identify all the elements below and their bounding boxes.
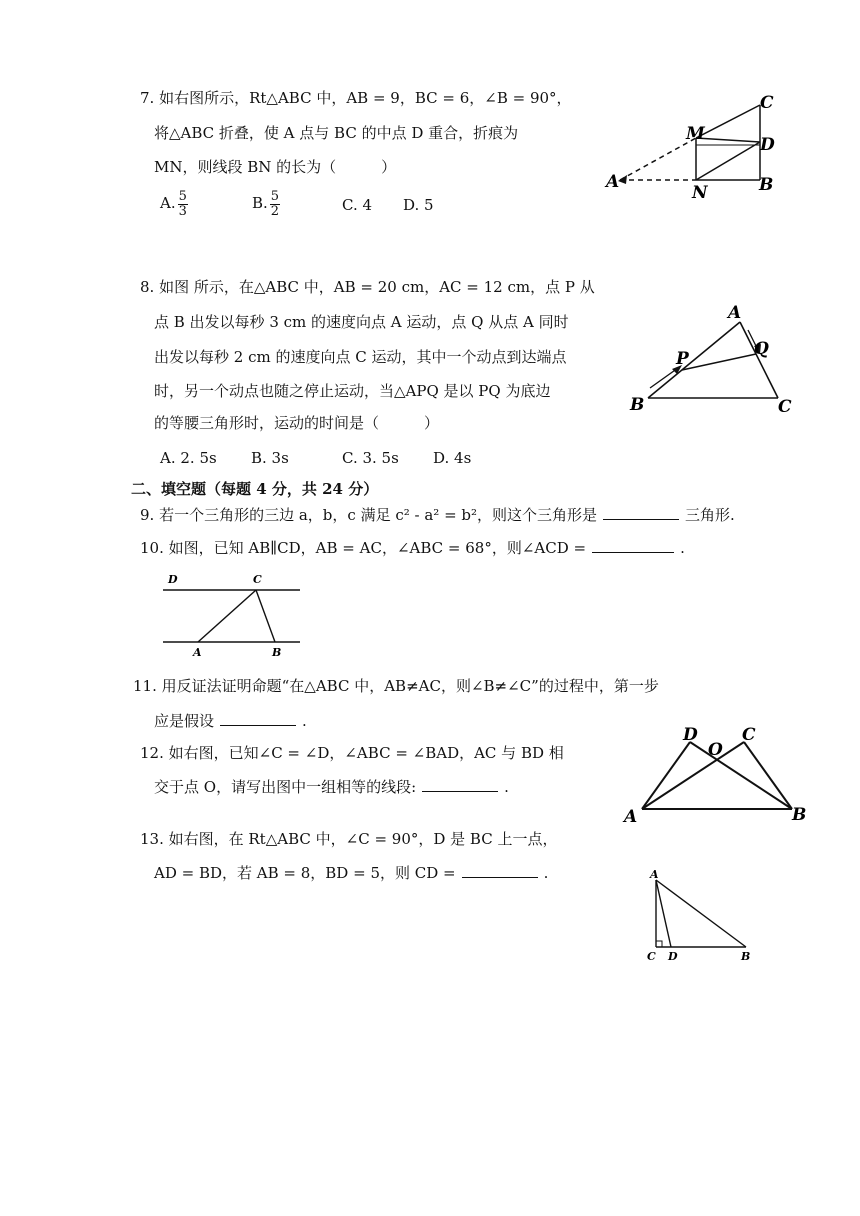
q8-line2: 点 B 出发以每秒 3 cm 的速度向点 A 运动，点 Q 从点 A 同时 <box>154 313 569 331</box>
q7-option-a[interactable]: A. $\frac{5}{3}$ <box>160 189 187 219</box>
q11-answer-blank[interactable] <box>220 713 296 726</box>
q12-label-b: B <box>792 805 807 825</box>
q7-option-d[interactable]: D. 5 <box>403 196 434 214</box>
q10-label-d: D <box>168 573 178 586</box>
q8-label-a: A <box>728 303 742 323</box>
q13-line2: AD = BD，若 AB = 8，BD = 5，则 CD = . <box>154 864 549 882</box>
q7-label-c: C <box>760 93 774 113</box>
q10-label-b: B <box>272 646 282 659</box>
q8-label-c: C <box>778 397 792 417</box>
q8-line1: 8. 如图 所示，在△ABC 中，AB = 20 cm，AC = 12 cm，点 P 从 <box>140 278 595 296</box>
q13-label-b: B <box>741 950 751 963</box>
q12-answer-blank[interactable] <box>422 779 498 792</box>
q7-line1: 7. 如右图所示，Rt△ABC 中，AB = 9，BC = 6，∠B = 90°， <box>140 89 572 107</box>
q8-line4: 时，另一个动点也随之停止运动，当△APQ 是以 PQ 为底边 <box>154 382 551 400</box>
q12-label-d: D <box>683 725 698 745</box>
q13-line1: 13. 如右图，在 Rt△ABC 中，∠C = 90°，D 是 BC 上一点， <box>140 830 558 848</box>
q9-answer-blank[interactable] <box>603 507 679 520</box>
q7-label-d: D <box>760 135 775 155</box>
fraction: $\frac{5}{2}$ <box>270 189 280 219</box>
q8-label-p: P <box>676 349 689 369</box>
q12-figure <box>620 722 810 827</box>
q10-answer-blank[interactable] <box>592 540 674 553</box>
q7-label-b: B <box>759 175 774 195</box>
q8-label-b: B <box>630 395 645 415</box>
q13-label-a: A <box>650 868 659 881</box>
q10-line: 10. 如图，已知 AB∥CD，AB = AC，∠ABC = 68°，则∠ACD = . <box>140 539 685 557</box>
q8-figure <box>630 300 800 415</box>
q7-line3: MN，则线段 BN 的长为（ ） <box>154 158 397 176</box>
q13-answer-blank[interactable] <box>462 865 538 878</box>
q8-line5: 的等腰三角形时，运动的时间是（ ） <box>154 414 440 432</box>
q12-label-c: C <box>742 725 756 745</box>
q12-label-a: A <box>624 807 638 827</box>
q13-figure <box>640 866 765 966</box>
q7-option-b[interactable]: B. $\frac{5}{2}$ <box>252 189 280 219</box>
q8-option-a[interactable]: A. 2. 5s <box>160 449 217 467</box>
q12-line1: 12. 如右图，已知∠C = ∠D，∠ABC = ∠BAD，AC 与 BD 相 <box>140 744 564 762</box>
q13-label-c: C <box>647 950 656 963</box>
q8-option-c[interactable]: C. 3. 5s <box>342 449 399 467</box>
section-title: 二、填空题（每题 4 分，共 24 分） <box>131 480 379 498</box>
q8-label-q: Q <box>754 339 769 359</box>
q7-label-m: M <box>686 124 705 144</box>
q7-figure <box>600 90 800 205</box>
q8-option-d[interactable]: D. 4s <box>433 449 472 467</box>
q7-line2: 将△ABC 折叠，使 A 点与 BC 的中点 D 重合，折痕为 <box>154 124 519 142</box>
q12-line2: 交于点 O，请写出图中一组相等的线段: . <box>154 778 509 796</box>
q8-option-b[interactable]: B. 3s <box>251 449 289 467</box>
fraction: $\frac{5}{3}$ <box>178 189 187 219</box>
q11-line1: 11. 用反证法证明命题“在△ABC 中，AB≠AC，则∠B≠∠C”的过程中，第一步 <box>133 677 659 695</box>
q10-figure <box>160 570 305 660</box>
q7-label-n: N <box>692 183 708 203</box>
q11-line2: 应是假设 . <box>154 712 307 730</box>
q9-line: 9. 若一个三角形的三边 a，b，c 满足 c² - a² = b²，则这个三角形是 三角形. <box>140 506 735 524</box>
q7-option-c[interactable]: C. 4 <box>342 196 373 214</box>
q10-label-a: A <box>193 646 202 659</box>
q12-label-o: O <box>708 740 723 760</box>
q8-line3: 出发以每秒 2 cm 的速度向点 C 运动，其中一个动点到达端点 <box>154 348 567 366</box>
q10-label-c: C <box>253 573 262 586</box>
q7-label-a: A <box>606 172 620 192</box>
q13-label-d: D <box>668 950 678 963</box>
